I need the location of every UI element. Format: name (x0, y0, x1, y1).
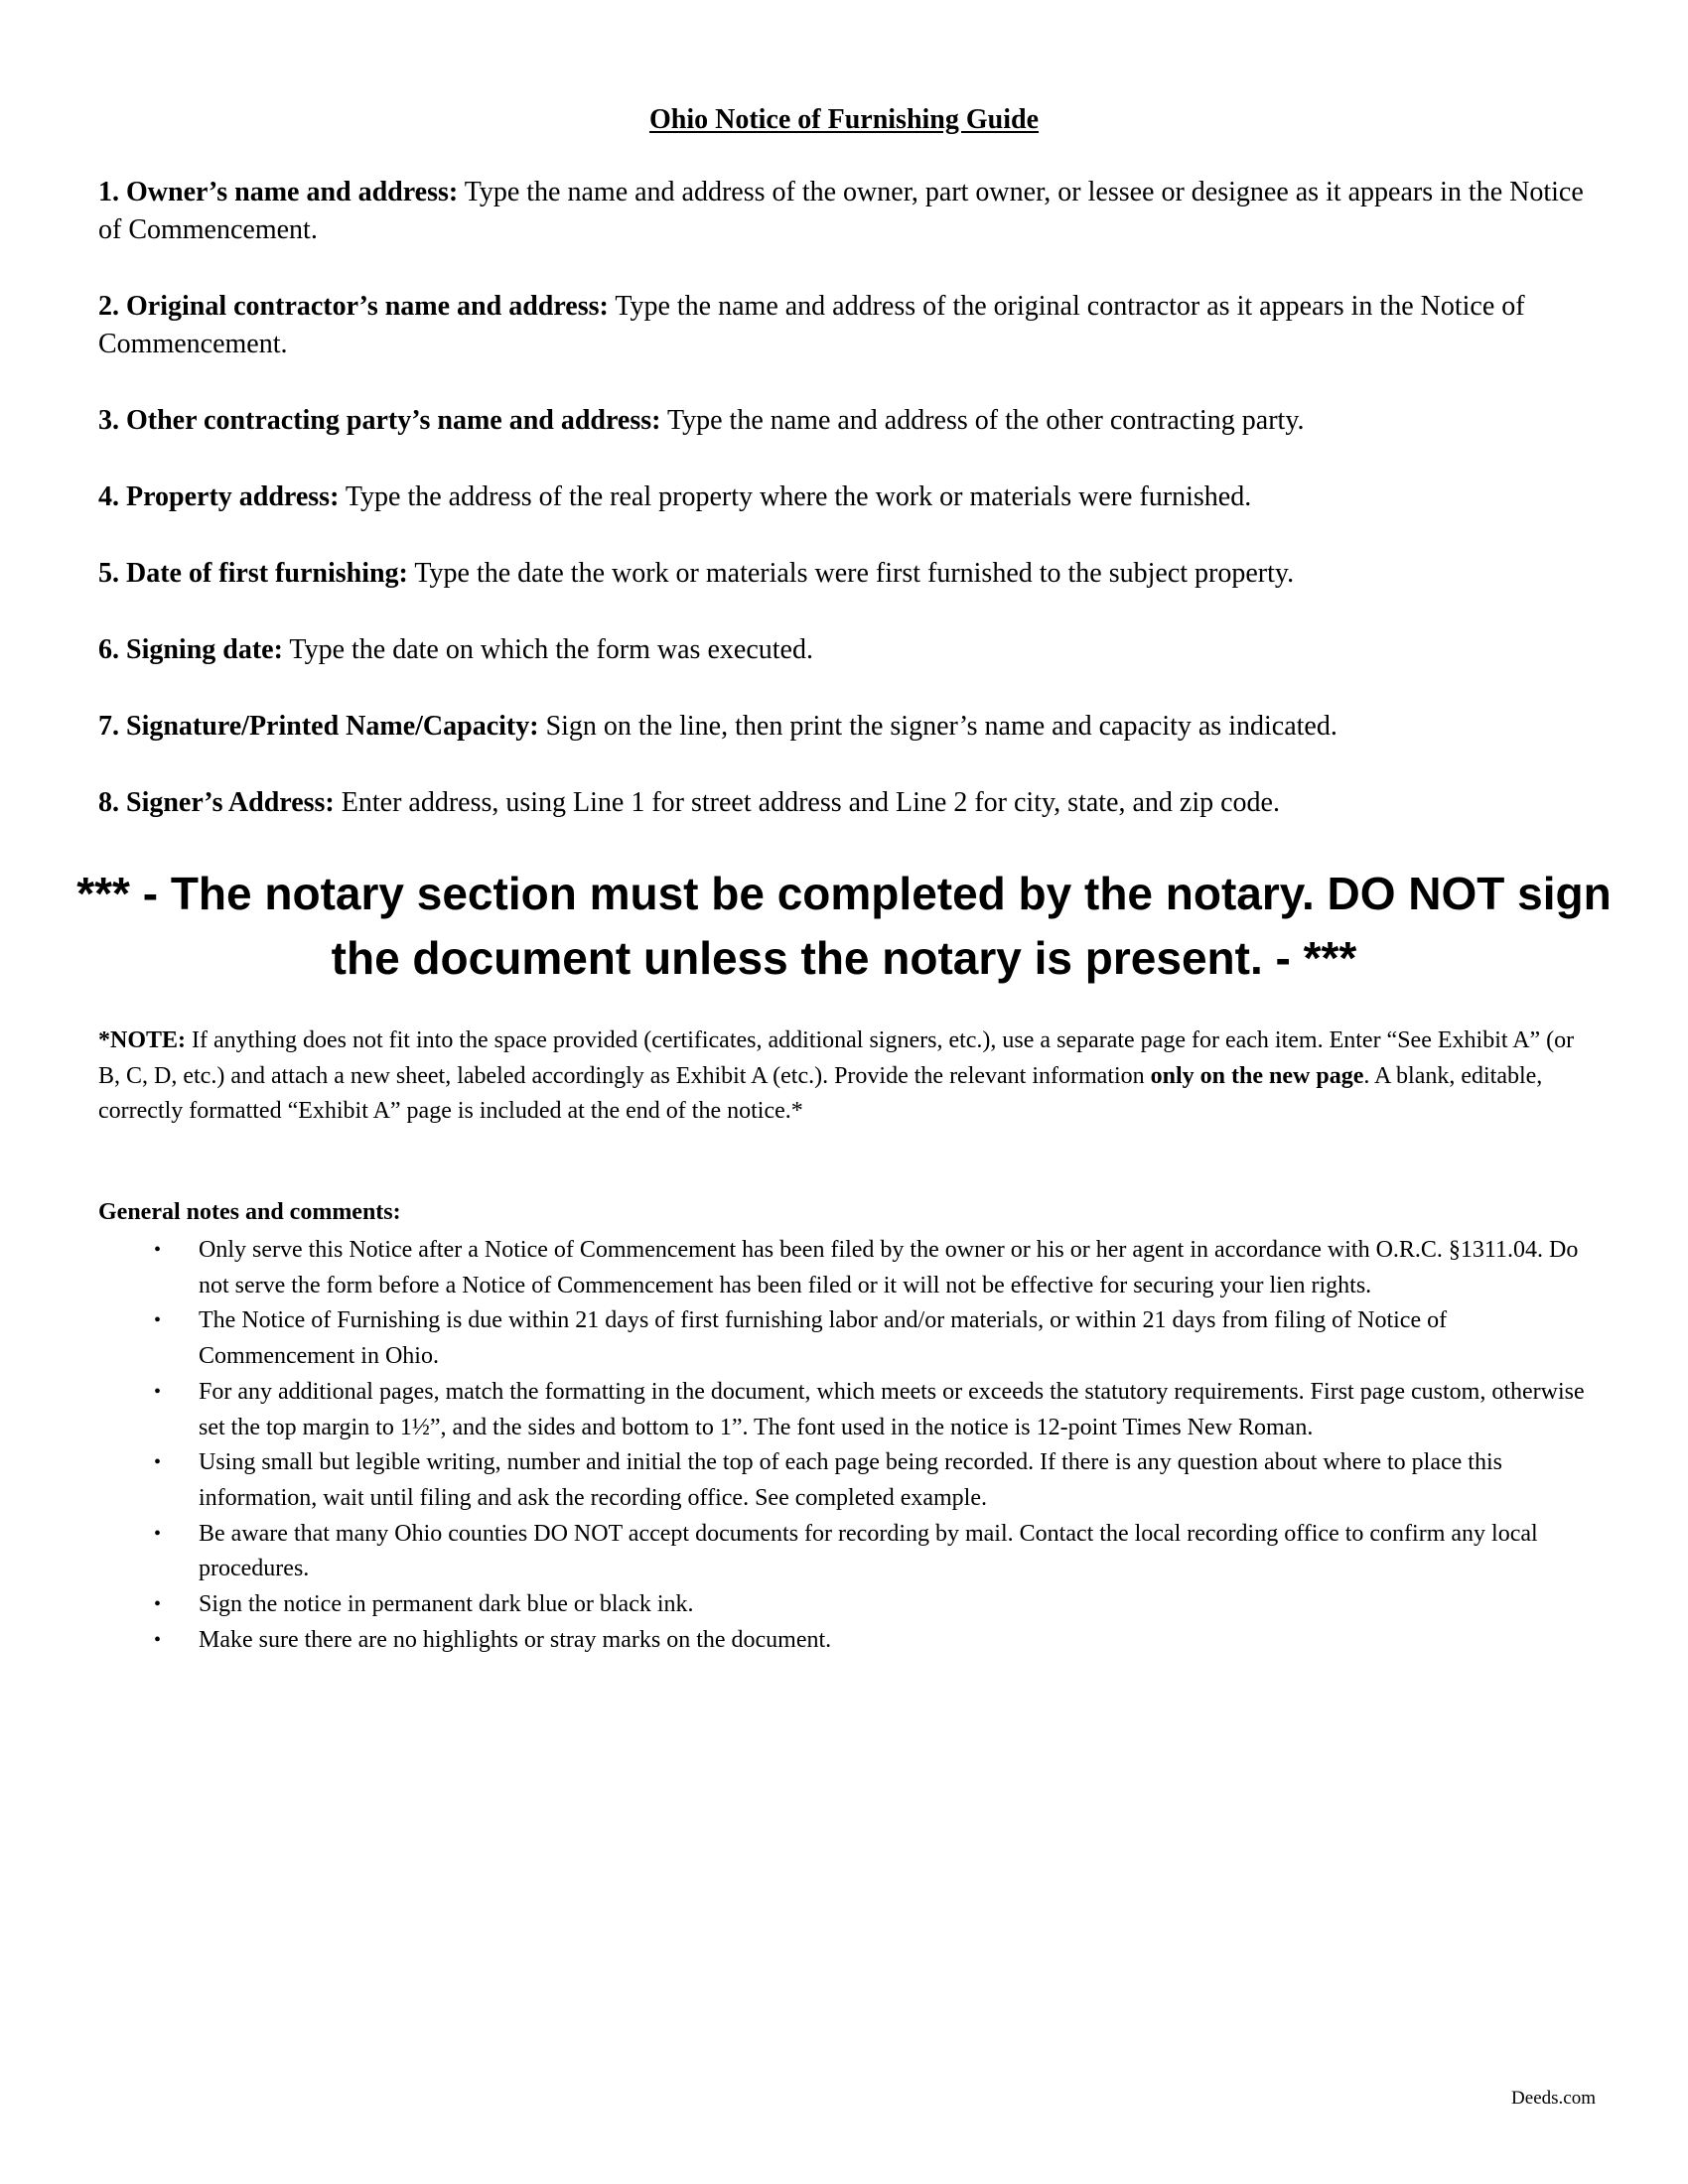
guide-item-property-address (98, 478, 1598, 516)
guide-item-label: 6. Signing date: (98, 634, 283, 665)
list-item (98, 1445, 1600, 1516)
guide-item-label: 3. Other contracting party’s name and address: (98, 405, 661, 436)
guide-item-first-furnishing (98, 555, 1598, 593)
list-item (98, 1303, 1600, 1374)
list-item-text: For any additional pages, match the formatting in the document, which meets or exceeds the statutory requirements. First page custom, otherwise set the top margin to 1½”, and the sides and bottom to 1”. The font used in the notice is 12-point Times New Roman. (199, 1378, 1585, 1440)
list-item-text: Using small but legible writing, number and initial the top of each page being recorded. If there is any question about where to place this information, wait until filing and ask the recording office. See completed example. (199, 1449, 1502, 1511)
guide-item-text: Type the name and address of the other contracting party. (660, 405, 1305, 436)
bullet-icon: • (154, 1593, 162, 1616)
guide-item-label: 7. Signature/Printed Name/Capacity: (98, 711, 539, 742)
guide-item-text: Sign on the line, then print the signer’s name and capacity as indicated. (538, 711, 1337, 742)
note-paragraph (98, 1024, 1600, 1130)
guide-item-text: Type the name and address of the original contractor as it appears in the Notice of Commencement. (98, 291, 1525, 359)
guide-item-label: 2. Original contractor’s name and address: (98, 291, 609, 322)
list-item-text: Sign the notice in permanent dark blue or black ink. (199, 1591, 694, 1618)
bullet-icon: • (154, 1309, 162, 1332)
note-label: *NOTE: (98, 1027, 187, 1053)
guide-item-text: Type the date the work or materials were first furnished to the subject property. (407, 558, 1295, 589)
list-item (98, 1233, 1600, 1303)
note-text: If anything does not fit into the space provided (certificates, additional signers, etc.), use a separate page for each item. Enter “See Exhibit A” (or B, C, D, etc.) and attach a new sheet, labeled accordingly as Exhibit A (etc.). Provide the relevant information (98, 1027, 1575, 1089)
guide-item-text: Type the address of the real property where the work or materials were furnished. (339, 481, 1252, 512)
guide-item-signer-address (98, 784, 1598, 822)
bullet-icon: • (154, 1628, 162, 1651)
guide-item-text: Type the date on which the form was executed. (282, 634, 813, 665)
guide-item-other-party (98, 402, 1598, 440)
general-notes-list (98, 1233, 1600, 1658)
document-title: Ohio Notice of Furnishing Guide (648, 104, 1040, 135)
list-item-text: The Notice of Furnishing is due within 21 days of first furnishing labor and/or materials, or within 21 days from filing of Notice of Commencement in Ohio. (199, 1307, 1448, 1370)
note-emphasis: only on the new page (1150, 1062, 1364, 1089)
list-item-text: Be aware that many Ohio counties DO NOT accept documents for recording by mail. Contact the local recording office to confirm any local procedures. (199, 1520, 1538, 1582)
guide-item-signing-date (98, 631, 1598, 669)
guide-item-label: 5. Date of first furnishing: (98, 558, 408, 589)
list-item-text: Only serve this Notice after a Notice of Commencement has been filed by the owner or his or her agent in accordance with O.R.C. §1311.04. Do not serve the form before a Notice of Commencement has been filed or it will not be effective for securing your lien rights. (199, 1237, 1579, 1298)
notary-warning: *** - The notary section must be completed by the notary. DO NOT sign the document unless the notary is present. - *** (76, 868, 1612, 984)
bullet-icon: • (154, 1451, 162, 1474)
footer-brand: Deeds.com (1511, 2088, 1596, 2109)
guide-item-signature (98, 708, 1598, 746)
bullet-icon: • (154, 1239, 162, 1261)
list-item (98, 1375, 1600, 1445)
bullet-icon: • (154, 1522, 162, 1545)
guide-item-label: 4. Property address: (98, 481, 340, 512)
list-item-text: Make sure there are no highlights or stray marks on the document. (199, 1626, 832, 1653)
general-notes-title: General notes and comments: (98, 1199, 401, 1225)
list-item (98, 1587, 1600, 1623)
guide-item-label: 1. Owner’s name and address: (98, 177, 459, 207)
guide-item-label: 8. Signer’s Address: (98, 787, 335, 818)
guide-item-text: Type the name and address of the owner, part owner, or lessee or designee as it appears in the Notice of Commencement. (98, 177, 1584, 245)
guide-item-owner (98, 174, 1598, 249)
list-item (98, 1517, 1600, 1587)
guide-item-original-contractor (98, 288, 1598, 363)
guide-item-text: Enter address, using Line 1 for street address and Line 2 for city, state, and zip code. (334, 787, 1280, 818)
list-item (98, 1623, 1600, 1659)
note-text-end: . A blank, editable, correctly formatted “Exhibit A” page is included at the end of the notice.* (98, 1062, 1543, 1124)
bullet-icon: • (154, 1380, 162, 1403)
